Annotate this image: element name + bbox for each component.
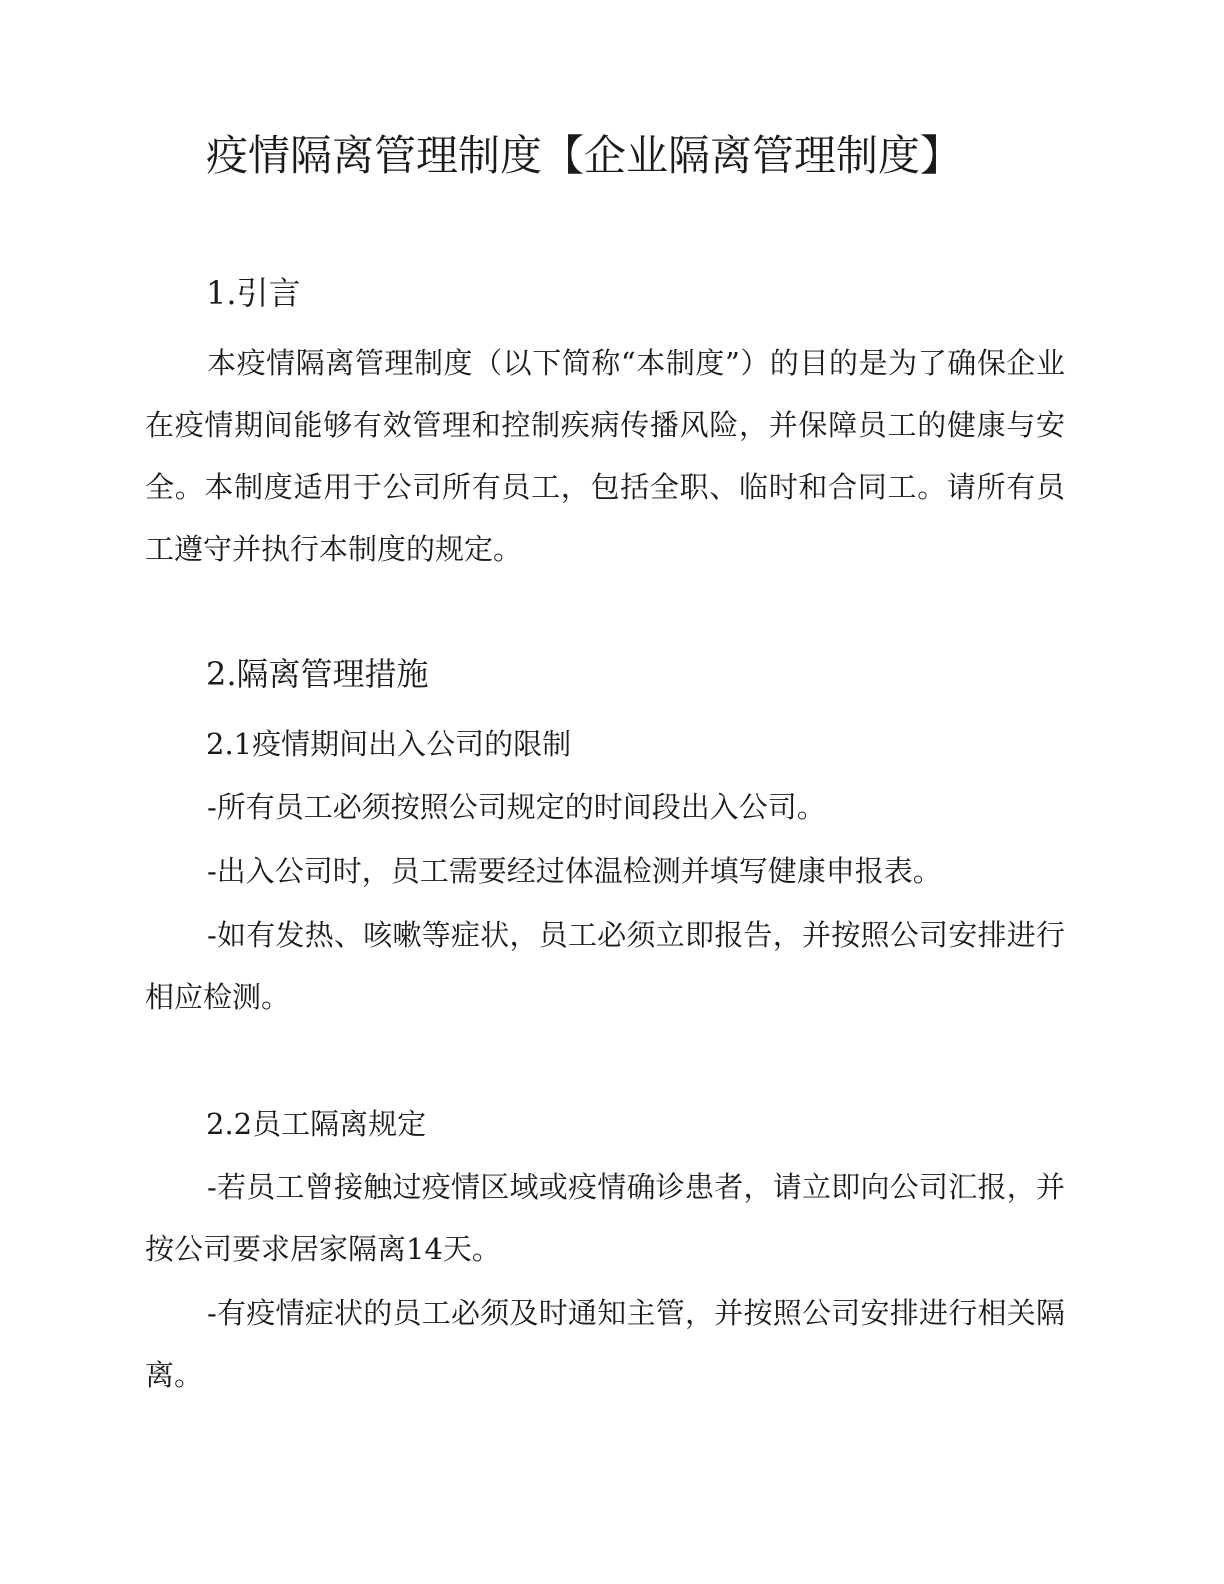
list-item: -如有发热、咳嗽等症状，员工必须立即报告，并按照公司安排进行相应检测。 (145, 918, 1065, 1014)
list-item: -若员工曾接触过疫情区域或疫情确诊患者，请立即向公司汇报，并按公司要求居家隔离14天。 (145, 1170, 1065, 1266)
list-item: -出入公司时，员工需要经过体温检测并填写健康申报表。 (207, 854, 942, 888)
list-item: -有疫情症状的员工必须及时通知主管，并按照公司安排进行相关隔离。 (145, 1296, 1065, 1392)
subsection-2-1-heading: 2.1疫情期间出入公司的限制 (206, 727, 572, 761)
section-1-heading: 1.引言 (206, 274, 301, 312)
section-1-paragraph: 本疫情隔离管理制度（以下简称“本制度”）的目的是为了确保企业在疫情期间能够有效管理和控制疾病传播风险，并保障员工的健康与安全。本制度适用于公司所有员工，包括全职、临时和合同工。请所有员工遵守并执行本制度的规定。 (145, 346, 1065, 566)
document-title: 疫情隔离管理制度【企业隔离管理制度】 (206, 131, 963, 180)
list-item: -所有员工必须按照公司规定的时间段出入公司。 (207, 790, 826, 824)
subsection-2-2-heading: 2.2员工隔离规定 (206, 1107, 427, 1141)
section-2-heading: 2.隔离管理措施 (206, 655, 429, 693)
